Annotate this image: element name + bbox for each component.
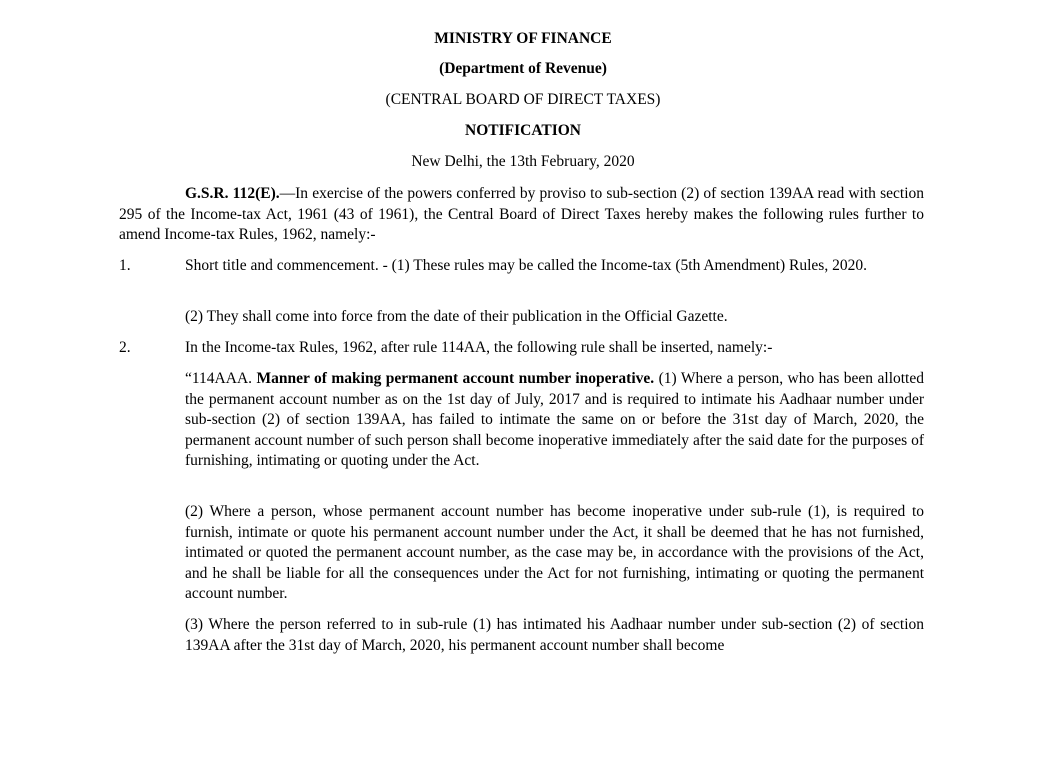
rule-sub-rule-3: (3) Where the person referred to in sub-rule (1) has intimated his Aadhaar number under sub-section (2) of section 139AA after the 31st day of March, 2020, his permanent account number shall become — [185, 616, 924, 654]
clause-number-1: 1. — [119, 257, 131, 274]
rule-opening: “114AAA. — [185, 370, 257, 387]
rule-sub1-text: (1) Where a person, who has been allotted the permanent account number as on the 1st day of July, 2017 and is required to intimate his Aadhaar number under sub-section (2) of section 139AA, has failed to intimate the same on or before the 31st day of March, 2020, the permanent account number of such person shall become inoperative immediately after the said date for the purposes of furnishing, intimating or quoting under the Act. — [185, 370, 924, 470]
preamble-paragraph — [119, 184, 924, 246]
department-heading: (Department of Revenue) — [439, 60, 607, 77]
place-date: New Delhi, the 13th February, 2020 — [411, 153, 635, 170]
notification-title: NOTIFICATION — [465, 122, 581, 139]
rule-sub-rule-1 — [185, 369, 924, 472]
board-heading: (CENTRAL BOARD OF DIRECT TAXES) — [385, 91, 661, 108]
clause-1-text: Short title and commencement. - (1) These rules may be called the Income-tax (5th Amendment) Rules, 2020. — [185, 257, 867, 274]
rule-heading: Manner of making permanent account number inoperative. — [256, 370, 655, 387]
clause-1-subtext: (2) They shall come into force from the date of their publication in the Official Gazette. — [185, 308, 728, 325]
rule-sub-rule-2: (2) Where a person, whose permanent account number has become inoperative under sub-rule (1), is required to furnish, intimate or quote his permanent account number under the Act, it shall be deemed that he has not furnished, intimated or quoted the permanent account number, as the case may be, in accordance with the provisions of the Act, and he shall be liable for all the consequences under the Act for not furnishing, intimating or quoting the permanent account number. — [185, 503, 924, 603]
ministry-heading: MINISTRY OF FINANCE — [434, 30, 612, 47]
preamble-text: —In exercise of the powers conferred by proviso to sub-section (2) of section 139AA read with section 295 of the Income-tax Act, 1961 (43 of 1961), the Central Board of Direct Taxes hereby makes the following rules further to amend Income-tax Rules, 1962, namely:- — [119, 185, 924, 244]
clause-2-text: In the Income-tax Rules, 1962, after rule 114AA, the following rule shall be inserted, namely:- — [185, 339, 773, 356]
gsr-number: G.S.R. 112(E). — [185, 185, 280, 202]
clause-number-2: 2. — [119, 339, 131, 356]
